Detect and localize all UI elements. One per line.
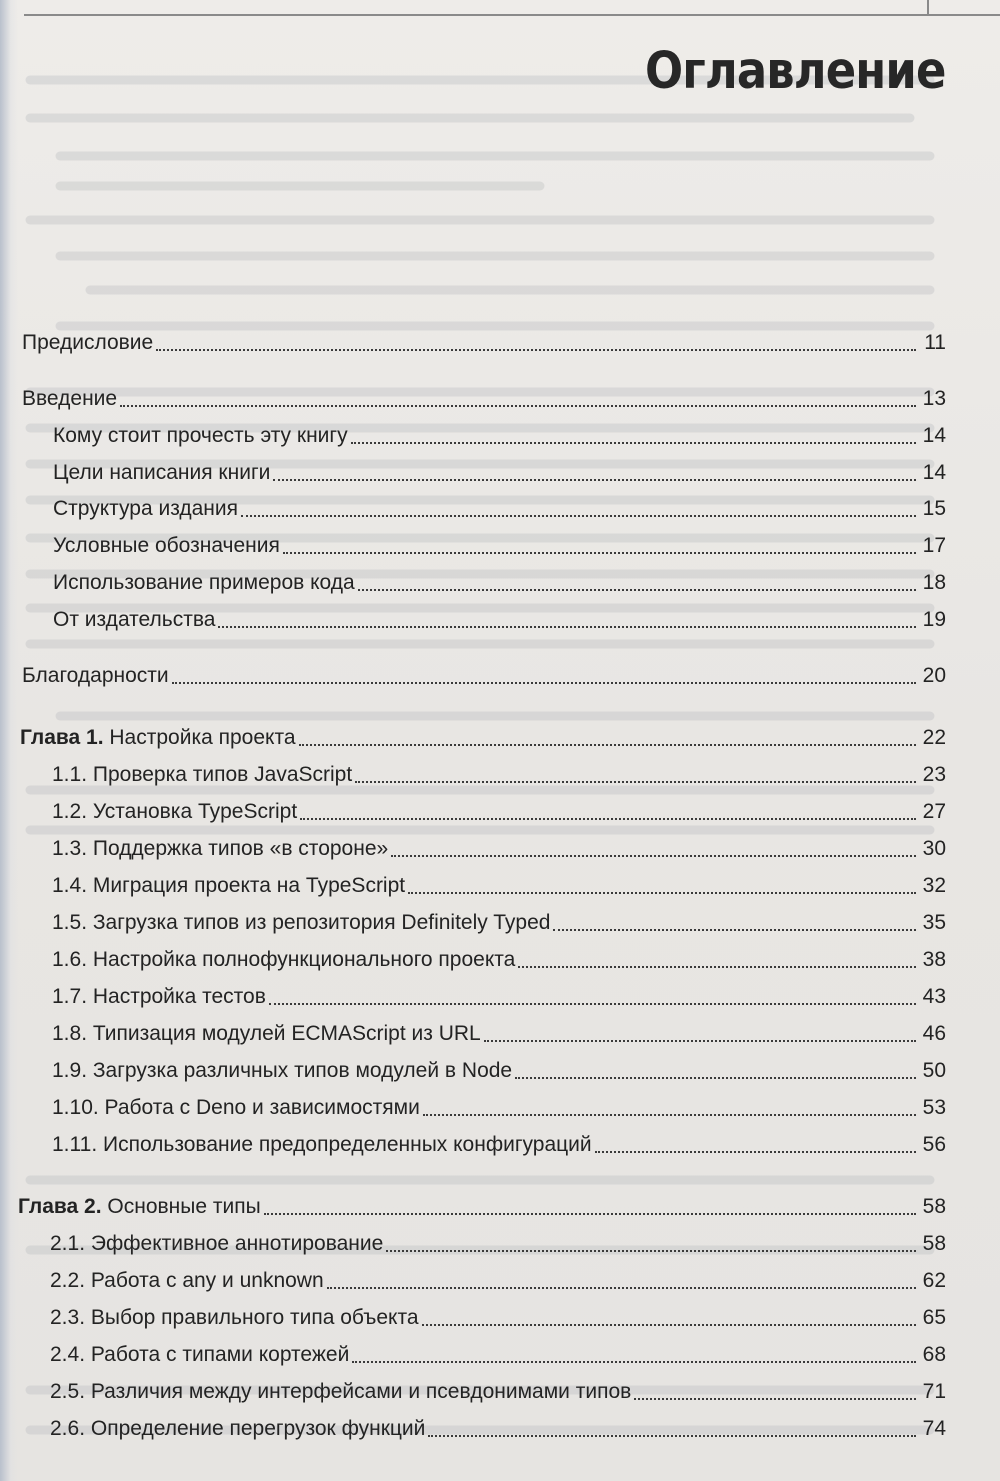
toc-entry-intro-section[interactable]: [53, 529, 946, 559]
chapter-name: Основные типы: [107, 1195, 261, 1218]
toc-entry-section[interactable]: [52, 758, 946, 788]
toc-entry-section[interactable]: [52, 795, 946, 825]
toc-entry-label: 1.10. Работа с Deno и зависимостями: [52, 1096, 420, 1119]
toc-entry-label: 1.3. Поддержка типов «в стороне»: [52, 837, 389, 860]
toc-entry-section[interactable]: [52, 1091, 946, 1121]
toc-entry-label: 2.3. Выбор правильного типа объекта: [50, 1306, 419, 1329]
toc-page-number: 27: [922, 800, 946, 823]
dot-leader: [634, 1397, 916, 1400]
toc-entry-intro-section[interactable]: [53, 419, 946, 449]
toc-page-number: 50: [922, 1059, 946, 1082]
toc-entry-label: 1.1. Проверка типов JavaScript: [52, 763, 353, 786]
toc-entry-label: 1.5. Загрузка типов из репозитория Definitely Typed: [52, 911, 551, 934]
toc-entry-section[interactable]: [50, 1412, 946, 1442]
dot-leader: [300, 817, 916, 820]
toc-page-number: 14: [922, 461, 946, 484]
dot-leader: [327, 1286, 916, 1289]
toc-entry-preface[interactable]: [22, 326, 946, 356]
toc-entry-label: Предисловие: [22, 331, 154, 354]
dot-leader: [484, 1039, 916, 1042]
toc-entry-label: 1.11. Использование предопределенных конфигураций: [52, 1133, 592, 1156]
dot-leader: [423, 1113, 916, 1116]
dot-leader: [355, 780, 916, 783]
dot-leader: [241, 514, 916, 517]
toc-entry-section[interactable]: [52, 943, 946, 973]
toc-page-number: 13: [922, 387, 946, 410]
toc-page-number: 20: [922, 664, 946, 687]
toc-entry-section[interactable]: [50, 1301, 946, 1331]
toc-page-number: 23: [922, 763, 946, 786]
dot-leader: [428, 1434, 916, 1437]
toc-page-number: 17: [922, 534, 946, 557]
dot-leader: [352, 1360, 916, 1363]
toc-page-number: 14: [922, 424, 946, 447]
chapter-name: Настройка проекта: [109, 726, 296, 749]
toc-entry-section[interactable]: [50, 1227, 946, 1257]
toc-page-number: 43: [922, 985, 946, 1008]
toc-entry-section[interactable]: [52, 980, 946, 1010]
toc-page-number: 58: [922, 1195, 946, 1218]
toc-entry-chapter-2[interactable]: [18, 1190, 946, 1220]
dot-leader: [408, 891, 916, 894]
toc-entry-section[interactable]: [52, 906, 946, 936]
toc-entry-label: Использование примеров кода: [53, 571, 355, 594]
toc-page-number: 15: [922, 497, 946, 520]
dot-leader: [264, 1212, 916, 1215]
dot-leader: [553, 928, 916, 931]
toc-entry-intro-section[interactable]: [53, 492, 946, 522]
toc-entry-section[interactable]: [52, 1017, 946, 1047]
toc-page-number: 38: [922, 948, 946, 971]
dot-leader: [515, 1076, 916, 1079]
toc-page-number: 32: [922, 874, 946, 897]
header-rule: [24, 0, 1000, 16]
toc-page-number: 68: [922, 1343, 946, 1366]
toc-page-number: 19: [922, 608, 946, 631]
toc-page-number: 30: [922, 837, 946, 860]
dot-leader: [351, 441, 916, 444]
toc-entry-label: Условные обозначения: [53, 534, 280, 557]
toc-page-number: 71: [922, 1380, 946, 1403]
toc-page-number: 62: [922, 1269, 946, 1292]
dot-leader: [156, 348, 916, 351]
toc-page-number: 65: [922, 1306, 946, 1329]
toc-entry-label: 2.1. Эффективное аннотирование: [50, 1232, 384, 1255]
toc-entry-section[interactable]: [52, 869, 946, 899]
toc-entry-label: От издательства: [53, 608, 216, 631]
toc-entry-intro-section[interactable]: [53, 456, 946, 486]
toc-entry-label: 1.7. Настройка тестов: [52, 985, 266, 1008]
chapter-prefix: Глава 2.: [18, 1195, 102, 1218]
toc-entry-label: 1.8. Типизация модулей ECMAScript из URL: [52, 1022, 481, 1045]
toc-entry-label: 2.6. Определение перегрузок функций: [50, 1417, 426, 1440]
page-gutter-shadow: [0, 0, 18, 1481]
toc-entry-intro-section[interactable]: [53, 566, 946, 596]
toc-entry-label: 2.2. Работа с any и unknown: [50, 1269, 324, 1292]
dot-leader: [273, 478, 916, 481]
dot-leader: [283, 551, 916, 554]
toc-page-number: 74: [922, 1417, 946, 1440]
toc-page-number: 58: [922, 1232, 946, 1255]
chapter-prefix: Глава 1.: [20, 726, 104, 749]
toc-entry-label: [18, 1194, 261, 1220]
toc-entry-label: 2.4. Работа с типами кортежей: [50, 1343, 350, 1366]
toc-page-number: 56: [922, 1133, 946, 1156]
toc-page-number: 11: [924, 331, 946, 354]
dot-leader: [595, 1150, 916, 1153]
dot-leader: [386, 1249, 916, 1252]
dot-leader: [120, 404, 916, 407]
toc-entry-section[interactable]: [52, 832, 946, 862]
toc-entry-section[interactable]: [50, 1338, 946, 1368]
toc-entry-label: Цели написания книги: [53, 461, 271, 484]
toc-entry-label: Благодарности: [22, 664, 169, 687]
toc-entry-section[interactable]: [52, 1128, 946, 1158]
toc-page-number: 18: [922, 571, 946, 594]
toc-entry-label: Введение: [22, 387, 118, 410]
toc-entry-label: 2.5. Различия между интерфейсами и псевдонимами типов: [50, 1380, 632, 1403]
toc-entry-label: 1.9. Загрузка различных типов модулей в Node: [52, 1059, 513, 1082]
toc-entry-label: 1.2. Установка TypeScript: [52, 800, 298, 823]
toc-entry-acknowledgements[interactable]: [22, 659, 946, 689]
toc-entry-section[interactable]: [50, 1375, 946, 1405]
page-title: Оглавление: [645, 42, 946, 101]
toc-page-number: 35: [922, 911, 946, 934]
toc-entry-label: 1.4. Миграция проекта на TypeScript: [52, 874, 406, 897]
toc-page-number: 46: [922, 1022, 946, 1045]
dot-leader: [299, 743, 917, 746]
dot-leader: [218, 625, 916, 628]
toc-entry-label: Кому стоит прочесть эту книгу: [53, 424, 348, 447]
toc-entry-chapter-1[interactable]: [20, 721, 946, 751]
toc-entry-label: [20, 725, 296, 751]
dot-leader: [422, 1323, 916, 1326]
header-rule-tick: [927, 0, 929, 14]
dot-leader: [269, 1002, 916, 1005]
toc-entry-section[interactable]: [50, 1264, 946, 1294]
dot-leader: [518, 965, 916, 968]
toc-entry-section[interactable]: [52, 1054, 946, 1084]
toc-page-number: 53: [922, 1096, 946, 1119]
toc-entry-label: 1.6. Настройка полнофункционального проекта: [52, 948, 516, 971]
toc-entry-label: Структура издания: [53, 497, 238, 520]
toc-entry-intro-section[interactable]: [53, 603, 946, 633]
toc-entry-introduction[interactable]: [22, 382, 946, 412]
dot-leader: [358, 588, 916, 591]
dot-leader: [172, 681, 916, 684]
dot-leader: [391, 854, 916, 857]
toc-page-number: 22: [922, 726, 946, 749]
